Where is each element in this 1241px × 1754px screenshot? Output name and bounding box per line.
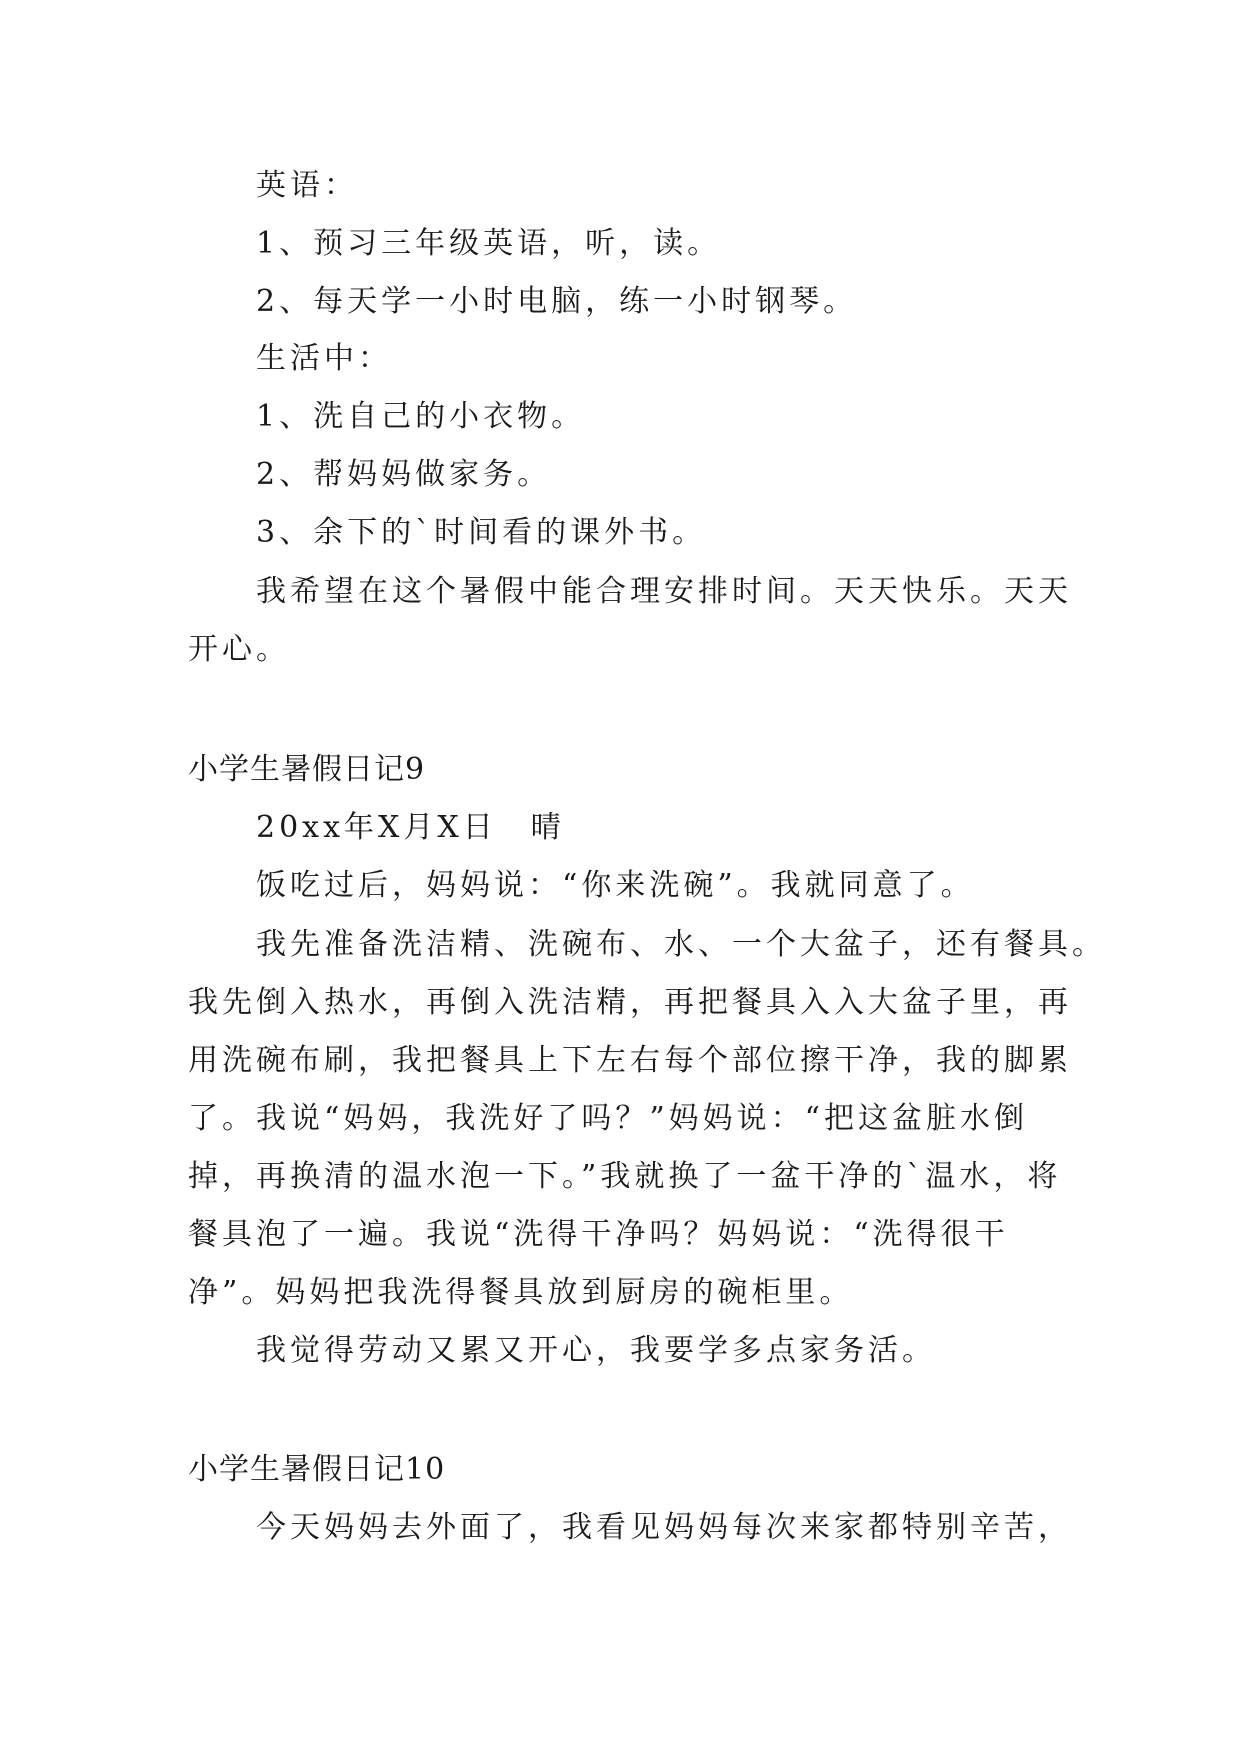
- paragraph-line: 3、余下的`时间看的课外书。: [256, 515, 707, 550]
- paragraph-line: 掉，再换清的温水泡一下。”我就换了一盆干净的`温水，将: [188, 1159, 1062, 1194]
- paragraph-line: 今天妈妈去外面了，我看见妈妈每次来家都特别辛苦，: [256, 1510, 1072, 1545]
- diary-title: 小学生暑假日记10: [188, 1452, 446, 1487]
- paragraph-line: 1、洗自己的小衣物。: [256, 399, 586, 434]
- paragraph-line: 1、预习三年级英语，听，读。: [256, 226, 722, 261]
- paragraph-line: 了。我说“妈妈，我洗好了吗？”妈妈说：“把这盆脏水倒: [188, 1101, 1029, 1136]
- paragraph-line: 用洗碗布刷，我把餐具上下左右每个部位擦干净，我的脚累: [188, 1043, 1072, 1078]
- paragraph-line: 净”。妈妈把我洗得餐具放到厨房的碗柜里。: [188, 1275, 854, 1310]
- diary-date: 20xx年X月X日 晴: [256, 810, 565, 845]
- paragraph-line: 餐具泡了一遍。我说“洗得干净吗？妈妈说：“洗得很干: [188, 1217, 1009, 1252]
- paragraph-line: 开心。: [188, 632, 290, 667]
- paragraph-line: 我先倒入热水，再倒入洗洁精，再把餐具入入大盆子里，再: [188, 985, 1072, 1020]
- diary-title: 小学生暑假日记9: [188, 752, 426, 787]
- paragraph-line: 我先准备洗洁精、洗碗布、水、一个大盆子，还有餐具。: [256, 927, 1106, 962]
- paragraph-line: 英语：: [256, 168, 358, 203]
- paragraph-line: 我觉得劳动又累又开心，我要学多点家务活。: [256, 1333, 936, 1368]
- paragraph-line: 2、帮妈妈做家务。: [256, 457, 552, 492]
- paragraph-line: 2、每天学一小时电脑，练一小时钢琴。: [256, 284, 858, 319]
- paragraph-line: 饭吃过后，妈妈说：“你来洗碗”。我就同意了。: [256, 868, 975, 903]
- paragraph-line: 我希望在这个暑假中能合理安排时间。天天快乐。天天: [256, 574, 1072, 609]
- paragraph-line: 生活中：: [256, 341, 392, 376]
